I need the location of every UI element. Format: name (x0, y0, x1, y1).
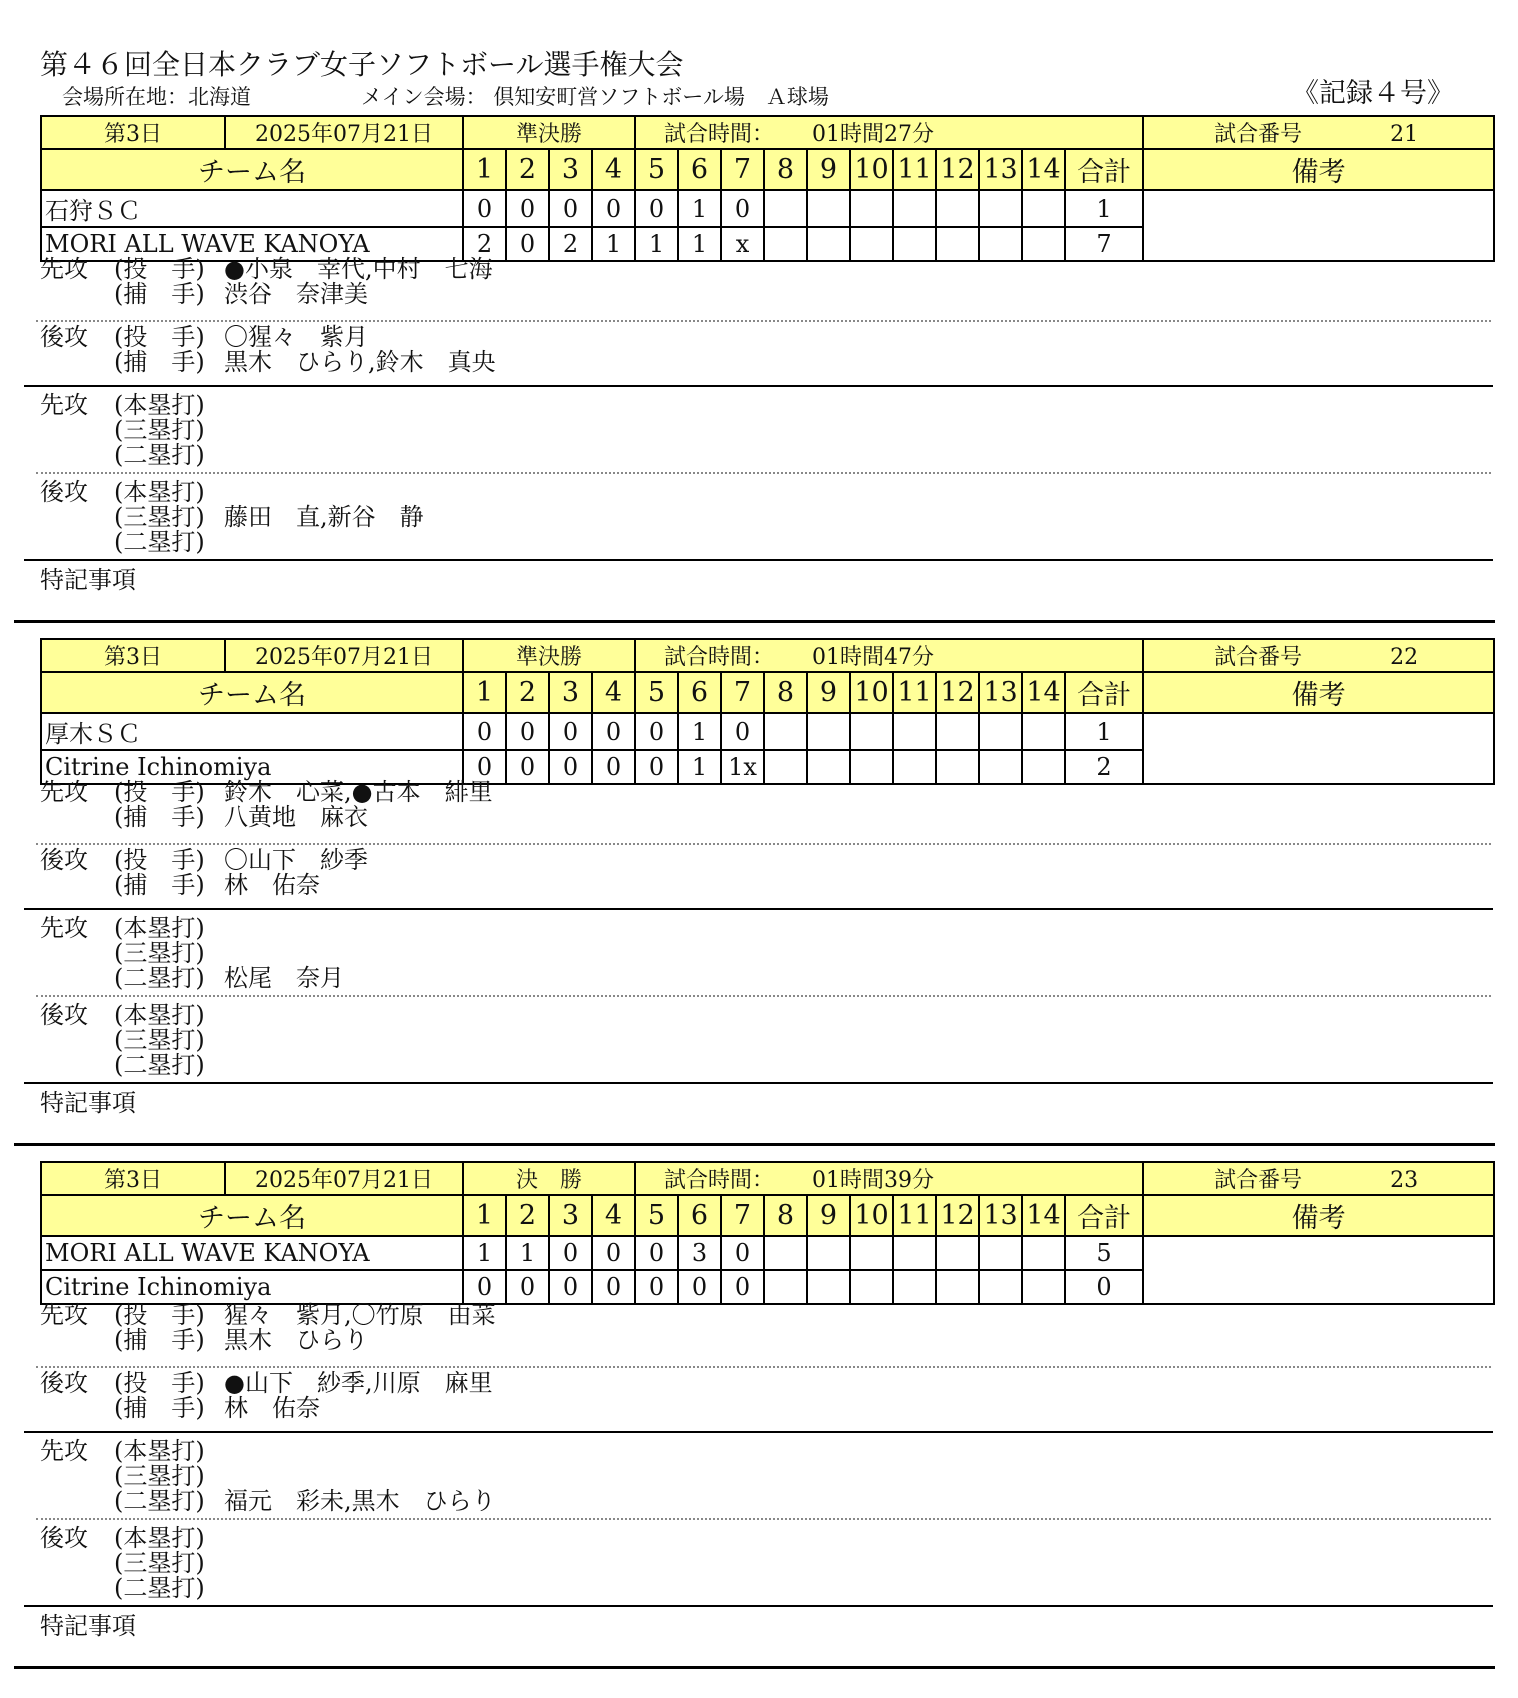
inning-header: 6 (678, 672, 721, 713)
inning-header: 14 (1022, 149, 1065, 190)
inning-score: 0 (721, 1236, 764, 1270)
inning-score: 0 (463, 1270, 506, 1304)
game-time-cell (635, 116, 1143, 149)
inning-header: 3 (549, 672, 592, 713)
team-name: MORI ALL WAVE KANOYA (41, 1236, 463, 1270)
inning-score: 0 (592, 190, 635, 227)
inning-score (893, 227, 936, 261)
top-label: 先攻 (40, 1437, 88, 1465)
inning-score (764, 713, 807, 750)
inning-score: 2 (549, 227, 592, 261)
inning-score: 0 (549, 1270, 592, 1304)
inning-header: 12 (936, 1195, 979, 1236)
scoreboard-table (40, 1161, 1495, 1305)
location-label: 会場所在地：北海道 (62, 85, 251, 109)
hr-label: (本塁打) (114, 391, 205, 419)
bottom-pitchers: 〇猩々 紫月 (224, 323, 368, 351)
inning-score (893, 713, 936, 750)
game-number: 22 (1390, 645, 1419, 670)
total-header: 合計 (1065, 672, 1143, 713)
inning-score: 0 (549, 1236, 592, 1270)
remarks-header: 備考 (1143, 149, 1494, 190)
game-duration: 01時間47分 (812, 645, 935, 670)
top-label: 先攻 (40, 778, 88, 806)
bottom-label: 後攻 (40, 478, 88, 506)
inning-header: 7 (721, 1195, 764, 1236)
bottom-catchers: 林 佑奈 (224, 871, 320, 899)
inning-header: 4 (592, 672, 635, 713)
inning-score: 0 (721, 1270, 764, 1304)
inning-score (893, 1236, 936, 1270)
inning-score (893, 190, 936, 227)
top-doubles: 松尾 奈月 (224, 964, 344, 992)
top-doubles: 福元 彩未,黒木 ひらり (224, 1487, 496, 1515)
inning-header: 7 (721, 149, 764, 190)
inning-header: 6 (678, 149, 721, 190)
game-day: 第3日 (41, 116, 225, 149)
dotted-divider (36, 1366, 1491, 1368)
inning-score: 0 (721, 713, 764, 750)
game-date: 2025年07月21日 (225, 116, 463, 149)
team-name: Citrine Ichinomiya (41, 750, 463, 784)
inning-score (764, 750, 807, 784)
team-name-header: チーム名 (41, 1195, 463, 1236)
hr-label: (本塁打) (114, 478, 205, 506)
pitcher-label: (投 手) (114, 255, 205, 283)
game-duration: 01時間27分 (812, 122, 935, 147)
inning-header: 13 (979, 1195, 1022, 1236)
inning-header: 2 (506, 672, 549, 713)
inning-score: 0 (506, 713, 549, 750)
game-separator (14, 1143, 1495, 1146)
double-label: (二塁打) (114, 1487, 205, 1515)
top-pitchers: ●小泉 幸代,中村 七海 (224, 255, 493, 283)
pitcher-label: (投 手) (114, 1301, 205, 1329)
inning-score: 1 (592, 227, 635, 261)
special-notes-label: 特記事項 (40, 1612, 136, 1640)
inning-score (979, 190, 1022, 227)
inning-header: 11 (893, 149, 936, 190)
triple-label: (三塁打) (114, 1026, 205, 1054)
game-day: 第3日 (41, 639, 225, 672)
inning-header: 8 (764, 149, 807, 190)
team-name: Citrine Ichinomiya (41, 1270, 463, 1304)
inning-score: 0 (592, 750, 635, 784)
team-row-top (41, 190, 1494, 227)
top-pitchers: 鈴木 心菜,●古本 緋里 (224, 778, 493, 806)
inning-score: 1 (678, 227, 721, 261)
inning-score (850, 227, 893, 261)
inning-header: 5 (635, 1195, 678, 1236)
bottom-label: 後攻 (40, 1369, 88, 1397)
pitcher-label: (投 手) (114, 1369, 205, 1397)
bottom-pitchers: 〇山下 紗季 (224, 846, 368, 874)
inning-score (936, 1236, 979, 1270)
inning-score: 1 (635, 227, 678, 261)
inning-score (936, 750, 979, 784)
bottom-label: 後攻 (40, 846, 88, 874)
double-label: (二塁打) (114, 528, 205, 556)
team-total: 2 (1065, 750, 1143, 784)
game-round: 準決勝 (463, 116, 635, 149)
inning-score: 0 (463, 190, 506, 227)
inning-score (764, 1236, 807, 1270)
inning-score: 0 (678, 1270, 721, 1304)
inning-header: 12 (936, 672, 979, 713)
inning-score (936, 1270, 979, 1304)
inning-header: 12 (936, 149, 979, 190)
double-label: (二塁打) (114, 964, 205, 992)
main-venue: 倶知安町営ソフトボール場 Ａ球場 (493, 85, 829, 109)
catcher-label: (捕 手) (114, 1326, 205, 1354)
catcher-label: (捕 手) (114, 871, 205, 899)
scoreboard-table (40, 638, 1495, 785)
page-title: 第４６回全日本クラブ女子ソフトボール選手権大会 (40, 48, 684, 81)
game-date: 2025年07月21日 (225, 639, 463, 672)
game-time-label: 試合時間： (664, 1168, 775, 1193)
team-row-top (41, 713, 1494, 750)
record-number: 《記録４号》 (1292, 78, 1454, 109)
bottom-label: 後攻 (40, 323, 88, 351)
inning-score (807, 1236, 850, 1270)
inning-header: 13 (979, 149, 1022, 190)
inning-score: 1 (506, 1236, 549, 1270)
inning-score (936, 190, 979, 227)
inning-score: 0 (721, 190, 764, 227)
venue-line (62, 84, 829, 110)
inning-score: 0 (592, 713, 635, 750)
inning-header: 9 (807, 1195, 850, 1236)
team-total: 1 (1065, 190, 1143, 227)
double-label: (二塁打) (114, 1574, 205, 1602)
triple-label: (三塁打) (114, 939, 205, 967)
double-label: (二塁打) (114, 1051, 205, 1079)
remarks-cell (1143, 1236, 1494, 1304)
inning-score (1022, 713, 1065, 750)
inning-score (807, 190, 850, 227)
section-divider (24, 385, 1493, 387)
inning-score: 0 (635, 1236, 678, 1270)
inning-header: 9 (807, 672, 850, 713)
game-number-cell (1143, 639, 1494, 672)
inning-score (1022, 1270, 1065, 1304)
game-record (0, 638, 1518, 1158)
inning-score (979, 713, 1022, 750)
inning-header: 10 (850, 672, 893, 713)
pitcher-label: (投 手) (114, 846, 205, 874)
game-number: 23 (1390, 1168, 1419, 1193)
inning-score: 0 (635, 713, 678, 750)
game-duration: 01時間39分 (812, 1168, 935, 1193)
remarks-cell (1143, 190, 1494, 261)
inning-header: 11 (893, 1195, 936, 1236)
team-name-header: チーム名 (41, 149, 463, 190)
game-round: 決 勝 (463, 1162, 635, 1195)
inning-header: 2 (506, 1195, 549, 1236)
dotted-divider (36, 320, 1491, 322)
remarks-header: 備考 (1143, 672, 1494, 713)
inning-score (764, 227, 807, 261)
catcher-label: (捕 手) (114, 803, 205, 831)
inning-header: 1 (463, 672, 506, 713)
inning-score (893, 750, 936, 784)
inning-score: 0 (463, 713, 506, 750)
inning-header: 11 (893, 672, 936, 713)
inning-header: 2 (506, 149, 549, 190)
inning-score (764, 1270, 807, 1304)
top-label: 先攻 (40, 391, 88, 419)
top-catchers: 八黄地 麻衣 (224, 803, 368, 831)
dotted-divider (36, 1518, 1491, 1520)
inning-header: 9 (807, 149, 850, 190)
inning-header: 5 (635, 672, 678, 713)
inning-score: 0 (549, 190, 592, 227)
inning-score (979, 1236, 1022, 1270)
inning-header: 4 (592, 1195, 635, 1236)
team-total: 5 (1065, 1236, 1143, 1270)
section-divider (24, 1605, 1493, 1607)
pitcher-label: (投 手) (114, 323, 205, 351)
inning-score (850, 750, 893, 784)
game-separator (14, 1666, 1495, 1669)
team-total: 1 (1065, 713, 1143, 750)
top-catchers: 渋谷 奈津美 (224, 280, 368, 308)
inning-score: 1 (678, 750, 721, 784)
game-time-label: 試合時間： (664, 645, 775, 670)
game-day: 第3日 (41, 1162, 225, 1195)
inning-score (1022, 190, 1065, 227)
inning-score: 0 (635, 1270, 678, 1304)
hr-label: (本塁打) (114, 1524, 205, 1552)
remarks-header: 備考 (1143, 1195, 1494, 1236)
game-time-cell (635, 1162, 1143, 1195)
bottom-label: 後攻 (40, 1524, 88, 1552)
inning-score: 0 (635, 750, 678, 784)
inning-score: 0 (506, 227, 549, 261)
game-number-label: 試合番号 (1214, 645, 1303, 670)
main-venue-label: メイン会場： (361, 85, 487, 109)
inning-score: 0 (463, 750, 506, 784)
inning-score (979, 227, 1022, 261)
inning-header: 6 (678, 1195, 721, 1236)
dotted-divider (36, 995, 1491, 997)
inning-score (936, 713, 979, 750)
total-header: 合計 (1065, 1195, 1143, 1236)
game-separator (14, 620, 1495, 623)
bottom-pitchers: ●山下 紗季,川原 麻里 (224, 1369, 493, 1397)
catcher-label: (捕 手) (114, 348, 205, 376)
inning-header: 5 (635, 149, 678, 190)
inning-score (807, 713, 850, 750)
inning-score: 0 (549, 750, 592, 784)
inning-score (1022, 1236, 1065, 1270)
double-label: (二塁打) (114, 441, 205, 469)
inning-score: 0 (549, 713, 592, 750)
inning-header: 1 (463, 149, 506, 190)
game-date: 2025年07月21日 (225, 1162, 463, 1195)
top-label: 先攻 (40, 914, 88, 942)
dotted-divider (36, 472, 1491, 474)
inning-score: 0 (592, 1236, 635, 1270)
inning-header: 10 (850, 1195, 893, 1236)
game-number-cell (1143, 116, 1494, 149)
inning-header: 14 (1022, 672, 1065, 713)
pitcher-label: (投 手) (114, 778, 205, 806)
team-name: 厚木ＳＣ (41, 713, 463, 750)
inning-score (979, 750, 1022, 784)
inning-score: 1 (678, 713, 721, 750)
inning-header: 8 (764, 672, 807, 713)
total-header: 合計 (1065, 149, 1143, 190)
section-divider (24, 908, 1493, 910)
game-record (0, 1161, 1518, 1681)
triple-label: (三塁打) (114, 416, 205, 444)
inning-score: 0 (592, 1270, 635, 1304)
inning-header: 14 (1022, 1195, 1065, 1236)
top-pitchers: 猩々 紫月,〇竹原 由菜 (224, 1301, 496, 1329)
game-time-label: 試合時間： (664, 122, 775, 147)
inning-score: 1 (678, 190, 721, 227)
inning-score (850, 1270, 893, 1304)
remarks-cell (1143, 713, 1494, 784)
inning-header: 7 (721, 672, 764, 713)
inning-header: 3 (549, 1195, 592, 1236)
inning-score (1022, 227, 1065, 261)
hr-label: (本塁打) (114, 1437, 205, 1465)
team-total: 7 (1065, 227, 1143, 261)
team-name: MORI ALL WAVE KANOYA (41, 227, 463, 261)
inning-score: 0 (506, 190, 549, 227)
hr-label: (本塁打) (114, 914, 205, 942)
catcher-label: (捕 手) (114, 1394, 205, 1422)
inning-score: 0 (635, 190, 678, 227)
inning-header: 8 (764, 1195, 807, 1236)
game-number-cell (1143, 1162, 1494, 1195)
inning-score (893, 1270, 936, 1304)
section-divider (24, 559, 1493, 561)
hr-label: (本塁打) (114, 1001, 205, 1029)
game-number: 21 (1390, 122, 1419, 147)
inning-score (1022, 750, 1065, 784)
triple-label: (三塁打) (114, 1462, 205, 1490)
bottom-label: 後攻 (40, 1001, 88, 1029)
game-round: 準決勝 (463, 639, 635, 672)
inning-score: 2 (463, 227, 506, 261)
inning-score: x (721, 227, 764, 261)
section-divider (24, 1082, 1493, 1084)
special-notes-label: 特記事項 (40, 566, 136, 594)
section-divider (24, 1431, 1493, 1433)
inning-header: 1 (463, 1195, 506, 1236)
inning-header: 3 (549, 149, 592, 190)
inning-score (807, 1270, 850, 1304)
team-total: 0 (1065, 1270, 1143, 1304)
inning-score (850, 1236, 893, 1270)
inning-header: 4 (592, 149, 635, 190)
inning-score (936, 227, 979, 261)
inning-score (807, 750, 850, 784)
top-label: 先攻 (40, 1301, 88, 1329)
dotted-divider (36, 843, 1491, 845)
inning-score (764, 190, 807, 227)
bottom-triples: 藤田 直,新谷 静 (224, 503, 424, 531)
team-name: 石狩ＳＣ (41, 190, 463, 227)
team-row-top (41, 1236, 1494, 1270)
bottom-catchers: 黒木 ひらり,鈴木 真央 (224, 348, 496, 376)
inning-score (850, 190, 893, 227)
scoreboard-table (40, 115, 1495, 262)
triple-label: (三塁打) (114, 503, 205, 531)
triple-label: (三塁打) (114, 1549, 205, 1577)
inning-score: 0 (506, 750, 549, 784)
inning-header: 13 (979, 672, 1022, 713)
top-catchers: 黒木 ひらり (224, 1326, 368, 1354)
inning-score: 3 (678, 1236, 721, 1270)
game-number-label: 試合番号 (1214, 1168, 1303, 1193)
catcher-label: (捕 手) (114, 280, 205, 308)
bottom-catchers: 林 佑奈 (224, 1394, 320, 1422)
top-label: 先攻 (40, 255, 88, 283)
game-record (0, 115, 1518, 635)
team-name-header: チーム名 (41, 672, 463, 713)
inning-score: 1 (463, 1236, 506, 1270)
inning-score (979, 1270, 1022, 1304)
inning-header: 10 (850, 149, 893, 190)
game-number-label: 試合番号 (1214, 122, 1303, 147)
inning-score: 1x (721, 750, 764, 784)
inning-score (807, 227, 850, 261)
inning-score (850, 713, 893, 750)
game-time-cell (635, 639, 1143, 672)
special-notes-label: 特記事項 (40, 1089, 136, 1117)
inning-score: 0 (506, 1270, 549, 1304)
